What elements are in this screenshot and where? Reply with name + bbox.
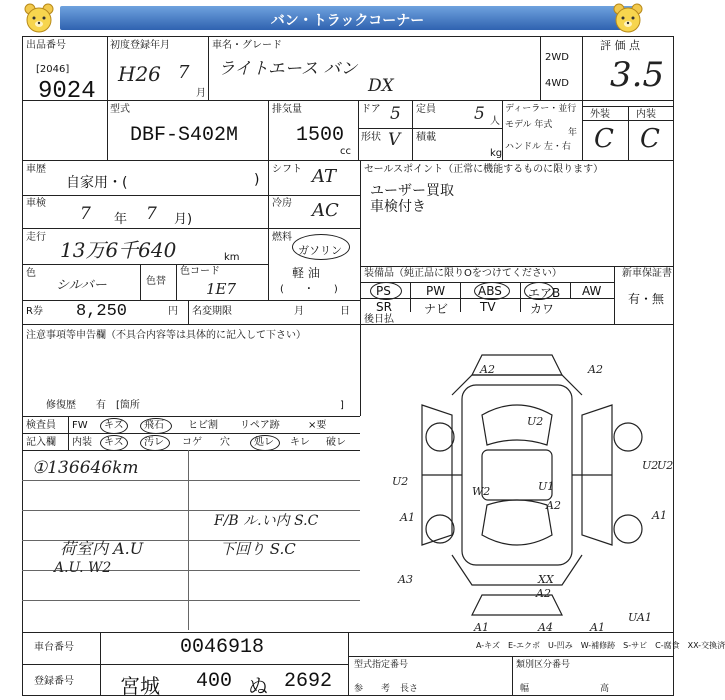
- bear-mascot-icon: [22, 2, 56, 34]
- car-grade: DX: [368, 76, 394, 96]
- mark-u1: U1: [538, 480, 555, 493]
- type-designation-label: 型式指定番号: [354, 660, 409, 670]
- model-label: 型式: [110, 104, 130, 115]
- note-cargo: 荷室内 A.U: [60, 539, 144, 558]
- displacement-value: 1500: [296, 124, 345, 147]
- insp2-hole: 穴: [220, 437, 230, 448]
- height-label: 高: [600, 684, 610, 694]
- exterior-label: 外装: [590, 109, 610, 120]
- drive-4wd: 4WD: [545, 78, 569, 89]
- color-tone-label: 色替: [146, 276, 166, 287]
- mileage-label: 走行: [26, 232, 46, 243]
- fuel-other: ( ・ ): [280, 284, 338, 295]
- equip-ps-circle: [370, 282, 402, 300]
- interior-value: C: [640, 124, 660, 154]
- warranty-value: 有・無: [628, 292, 665, 306]
- handle-label: ハンドル 左・右: [505, 142, 571, 152]
- first-reg-label: 初度登録年月: [110, 40, 170, 51]
- name-change-label: 名変期限: [192, 306, 232, 317]
- mileage-value: 13万6千640: [60, 238, 177, 262]
- displacement-label: 排気量: [272, 104, 302, 115]
- name-change-day: 日: [340, 306, 350, 317]
- capacity-label: 定員: [416, 104, 436, 115]
- mark-u2-hood: U2: [527, 415, 544, 428]
- inspection-year-unit: 年: [114, 212, 128, 227]
- insp-chip: 飛石: [144, 420, 164, 431]
- equip-airbag-circle: [524, 282, 554, 300]
- mark-a2-front-left: A2: [480, 363, 495, 376]
- mark-a1-right: A1: [652, 509, 667, 522]
- ac-value: AC: [312, 200, 339, 221]
- equip-abs-circle: [474, 282, 510, 300]
- equip-ps: PS: [376, 284, 391, 298]
- fuel-gasoline: ガソリン: [298, 244, 342, 257]
- mark-w2: W2: [472, 485, 491, 498]
- insp2-scratch-circle: [100, 435, 128, 451]
- score-value: 3.5: [610, 55, 665, 95]
- lot-label: 出品番号: [26, 40, 66, 51]
- doors-label: ドア: [361, 104, 381, 115]
- mark-a3: A3: [398, 573, 413, 586]
- load-label: 積載: [416, 132, 436, 143]
- lot-number: 9024: [38, 78, 96, 105]
- first-reg-month: 7: [178, 62, 190, 83]
- reference-label: 参 考: [354, 684, 391, 694]
- bear-mascot-icon: [611, 2, 645, 34]
- insp-crack: ヒビ割: [188, 420, 218, 431]
- history-value: 自家用・(: [66, 175, 128, 191]
- sales-label: セールスポイント（正常に機能するものに限ります）: [364, 164, 604, 175]
- ac-label: 冷房: [272, 198, 292, 209]
- equip-aw: AW: [582, 284, 602, 298]
- mark-xx: XX: [538, 573, 554, 586]
- model-value: DBF-S402M: [130, 124, 239, 147]
- note-under: 下回り S.C: [220, 540, 296, 558]
- name-change-month: 月: [294, 306, 304, 317]
- plate-kana: ぬ: [248, 674, 268, 698]
- insp2-tear: 破レ: [326, 437, 346, 448]
- doors-value: 5: [390, 104, 401, 124]
- mark-a2-front-right: A2: [588, 363, 603, 376]
- insp2-stain: 汚レ: [144, 437, 164, 448]
- shift-value: AT: [312, 166, 337, 187]
- recycle-unit: 円: [168, 306, 178, 317]
- inspection-label: 車検: [26, 198, 46, 209]
- mark-a1-left: A1: [400, 511, 415, 524]
- fuel-label: 燃料: [272, 232, 292, 243]
- shift-label: シフト: [272, 164, 302, 175]
- length-label: 長さ: [400, 684, 419, 694]
- plate-number: 2692: [284, 670, 333, 693]
- displacement-unit: cc: [340, 146, 351, 157]
- color-label: 色: [26, 268, 36, 279]
- mark-u2-right2: U2: [657, 459, 674, 472]
- score-label: 評 価 点: [600, 39, 640, 52]
- insp2-burn: コゲ: [182, 437, 202, 448]
- exterior-value: C: [594, 124, 614, 154]
- insp-repair: リペア跡: [240, 420, 280, 431]
- color-code-label: 色コード: [180, 266, 220, 277]
- insp-scratch: キズ: [104, 420, 124, 431]
- equip-tv: TV: [480, 300, 496, 314]
- insp-scratch-circle: [100, 418, 128, 434]
- insp2-wear-circle: [250, 435, 280, 451]
- insp2-wear: 処レ: [254, 437, 274, 448]
- first-reg-era: H26: [118, 62, 161, 86]
- equip-leather: カワ: [530, 302, 555, 316]
- mark-a1-rear: A1: [474, 621, 489, 634]
- insp2-scratch: キズ: [104, 437, 124, 448]
- inspection-month: 7: [146, 204, 157, 224]
- equip-pw: PW: [426, 284, 446, 298]
- equip-abs: ABS: [478, 284, 502, 298]
- note-cargo2: A.U. W2: [54, 560, 112, 576]
- chassis-value: 0046918: [180, 636, 265, 659]
- width-label: 幅: [520, 684, 530, 694]
- repair-close: ]: [340, 400, 344, 411]
- header-bar: [0, 0, 700, 34]
- plate-label: 登録番号: [34, 676, 74, 687]
- insp-need: ×要: [308, 420, 327, 431]
- inspector-label: 検査員: [26, 420, 56, 431]
- color-value: シルバー: [56, 278, 107, 293]
- after-fit-label: 後日払: [364, 314, 394, 325]
- plate-region: 宮城: [120, 674, 160, 698]
- car-name: ライトエース バン: [218, 59, 358, 79]
- capacity-value: 5: [474, 104, 485, 124]
- fuel-circle-mark: [292, 234, 350, 260]
- equipment-label: 装備品（純正品に限りOをつけてください）: [364, 268, 562, 279]
- mark-a2-rear: A2: [536, 587, 551, 600]
- insp2-cut: キレ: [290, 437, 310, 448]
- notes-label: 注意事項等申告欄（不具合内容等は具体的に記入して下さい）: [26, 330, 306, 341]
- mark-a4: A4: [538, 621, 553, 634]
- inspection-month-unit: 月): [174, 212, 193, 227]
- header-title: バン・トラックコーナー: [270, 13, 425, 29]
- insp-chip-circle: [140, 418, 172, 434]
- insp-fw: FW: [72, 420, 88, 431]
- capacity-unit: 人: [490, 116, 500, 127]
- equip-airbag: エアB: [528, 286, 561, 300]
- classification-label: 類別区分番号: [516, 660, 571, 670]
- first-reg-month-unit: 月: [196, 88, 206, 99]
- note-odometer: ①136646km: [32, 458, 139, 478]
- interior-label: 内装: [636, 109, 656, 120]
- history-close: ): [254, 172, 260, 188]
- note-floor: F/B ル.い内 S.C: [214, 513, 319, 529]
- history-label: 車歴: [26, 164, 46, 175]
- shape-label: 形状: [361, 132, 381, 143]
- dealer-label: ディーラー・並行: [505, 104, 577, 114]
- sales-line2: 車検付き: [370, 199, 426, 215]
- damage-legend: A-キズ E-エクボ U-凹み W-補修跡 S-サビ C-腐食 XX-交換済: [476, 641, 725, 650]
- recycle-value: 8,250: [76, 302, 128, 321]
- sales-line1: ユーザー買取: [370, 183, 454, 199]
- mark-u2-right: U2: [642, 459, 659, 472]
- color-code: 1E7: [206, 280, 237, 298]
- car-name-label: 車名・グレード: [212, 40, 282, 51]
- repair-history: 修復歴 有 [箇所: [46, 400, 140, 411]
- model-year-label: モデル 年式: [505, 120, 553, 130]
- shape-value: V: [388, 130, 401, 150]
- recycle-label: R券: [26, 306, 43, 317]
- plate-class: 400: [196, 670, 233, 693]
- mark-ua1: UA1: [628, 611, 652, 624]
- drive-2wd: 2WD: [545, 52, 569, 63]
- fuel-diesel: 軽 油: [292, 266, 320, 280]
- equip-navi: ナビ: [424, 302, 449, 316]
- equip-sr: SR: [376, 300, 392, 314]
- warranty-label: 新車保証書: [622, 268, 672, 279]
- mark-a2-mid: A2: [546, 499, 561, 512]
- mark-a1-rear-right: A1: [590, 621, 605, 634]
- vehicle-damage-diagram: [362, 325, 674, 635]
- model-year-unit: 年: [568, 128, 578, 138]
- inspection-year: 7: [80, 204, 91, 224]
- insp2-stain-circle: [140, 435, 170, 451]
- lot-sub: [2046]: [36, 64, 70, 75]
- insp2-interior: 内装: [72, 437, 92, 448]
- load-unit: kg: [490, 148, 503, 159]
- inspector-label2: 記入欄: [26, 437, 56, 448]
- mark-u2-left: U2: [392, 475, 409, 488]
- mileage-unit: km: [224, 252, 240, 263]
- chassis-label: 車台番号: [34, 642, 74, 653]
